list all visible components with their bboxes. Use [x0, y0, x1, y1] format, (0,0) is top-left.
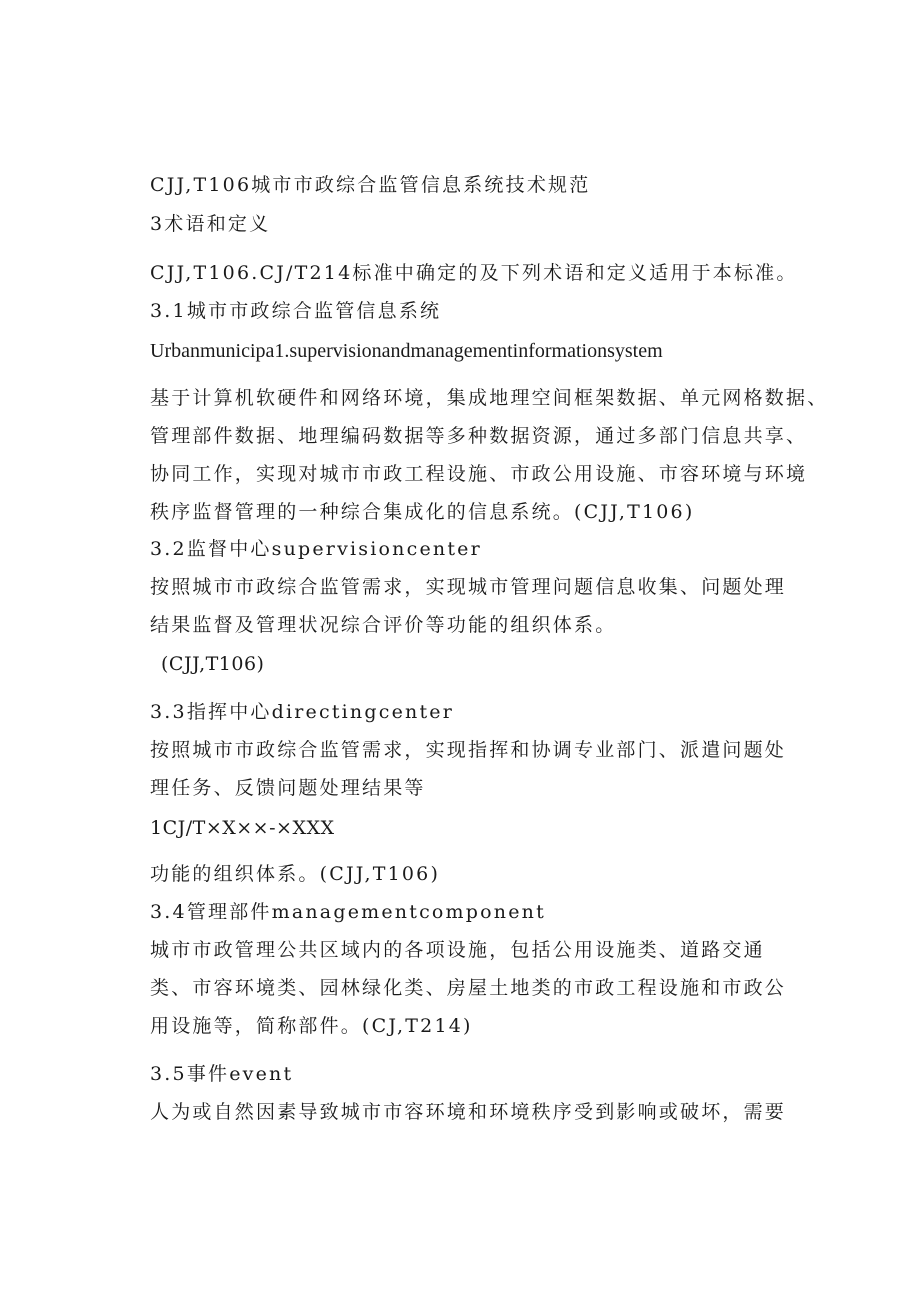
term-heading: 3.2监督中心supervisioncenter [150, 538, 482, 560]
term-heading: 3.1城市市政综合监管信息系统 [150, 300, 442, 322]
paragraph-line: 按照城市市政综合监管需求，实现城市管理问题信息收集、问题处理 [150, 576, 787, 598]
paragraph-line: 城市市政管理公共区域内的各项设施，包括公用设施类、道路交通 [150, 939, 765, 961]
section-heading: 3术语和定义 [150, 213, 271, 235]
paragraph-line: 人为或自然因素导致城市市容环境和环境秩序受到影响或破坏，需要 [150, 1101, 787, 1123]
paragraph-line: 按照城市市政综合监管需求，实现指挥和协调专业部门、派遣问题处 [150, 739, 787, 761]
page-footer-code: 1CJ/T×X××-×XXX [150, 817, 335, 839]
citation: (CJJ,T106) [161, 653, 265, 675]
paragraph-line: 用设施等，简称部件。(CJ,T214) [150, 1015, 473, 1037]
paragraph-line: 功能的组织体系。(CJJ,T106) [150, 863, 441, 885]
paragraph-line: 理任务、反馈问题处理结果等 [150, 777, 426, 799]
term-heading: 3.4管理部件managementcomponent [150, 901, 546, 923]
paragraph-line: 秩序监督管理的一种综合集成化的信息系统。(CJJ,T106) [150, 501, 695, 523]
paragraph-line: 管理部件数据、地理编码数据等多种数据资源，通过多部门信息共享、 [150, 425, 808, 447]
term-heading: 3.3指挥中心directingcenter [150, 701, 455, 723]
paragraph-line: CJJ,T106.CJ/T214标准中确定的及下列术语和定义适用于本标准。 [150, 262, 798, 284]
document-header: CJJ,T106城市市政综合监管信息系统技术规范 [150, 174, 591, 196]
paragraph-line: 结果监督及管理状况综合评价等功能的组织体系。 [150, 614, 617, 636]
paragraph-line: 类、市容环境类、园林绿化类、房屋土地类的市政工程设施和市政公 [150, 977, 787, 999]
term-english: Urbanmunicipa1.supervisionandmanagementinformationsystem [150, 340, 663, 362]
paragraph-line: 协同工作，实现对城市市政工程设施、市政公用设施、市容环境与环境 [150, 463, 808, 485]
term-heading: 3.5事件event [150, 1063, 294, 1085]
paragraph-line: 基于计算机软硬件和网络环境，集成地理空间框架数据、单元网格数据、 [150, 387, 829, 409]
